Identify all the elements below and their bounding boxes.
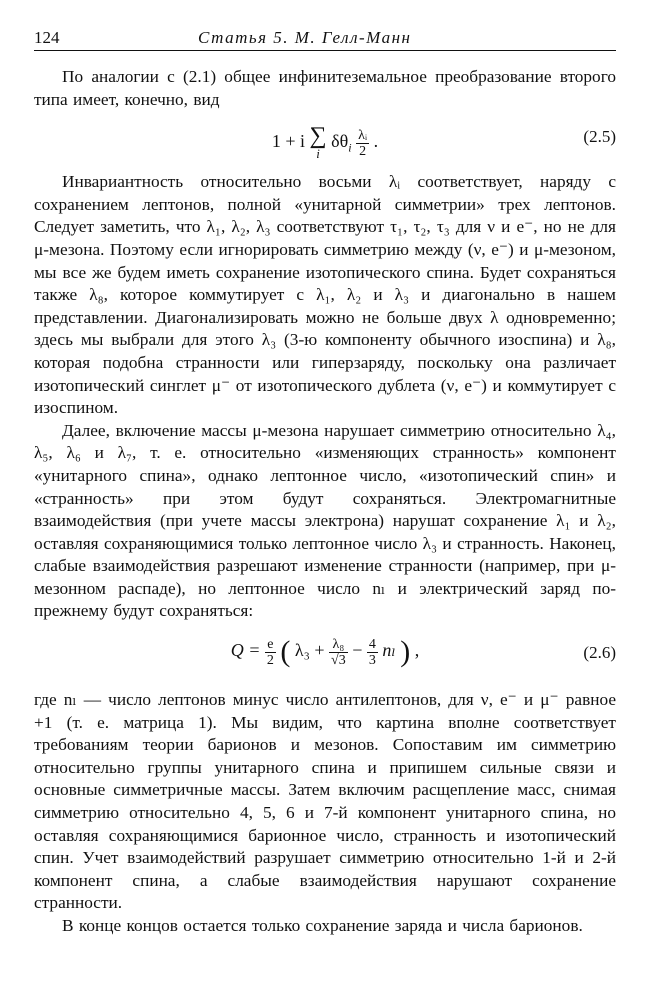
equation-2-6-formula (34, 635, 616, 669)
equation-2-5 (34, 111, 616, 171)
eq2-l8-num: λ₈ (329, 637, 348, 653)
running-title: Статья 5. М. Гелл-Манн (198, 28, 412, 47)
paragraph-invariance: Инвариантность относительно восьми λᵢ соответствует, наряду с сохранением лептонов, полной «унитарной симметрии» трех лептонов. Следует заметить, что λ₁, λ₂, λ₃ соответствуют τ₁, τ₂, τ₃ для ν и e⁻, но не для μ-мезона. Поэтому если игнорировать симметрию между (ν, e⁻) и μ-мезоном, мы все же будем иметь сохранение изотопического спина. Будет сохраняться также λ₈, которое коммутирует с λ₁, λ₂ и λ₃ и диагонально в нашем представлении. Диагонализировать можно не больше двух λ одновременно; здесь мы выбрали для этого λ₃ (3-ю компоненту обычного изоспина) и λ₈, которая подобна странности или гиперзаряду, поскольку она различает изотопический синглет μ⁻ от изотопического дублета (ν, e⁻) и коммутирует с изоспином. (34, 172, 616, 418)
eq2-e-num: e (265, 637, 276, 653)
page-header (34, 26, 616, 51)
equation-2-5-formula (34, 125, 616, 161)
equation-number-2-6: (2.6) (583, 643, 616, 663)
page-body (34, 66, 616, 938)
eq2-four-thirds (367, 637, 378, 668)
equation-number-2-5: (2.5) (583, 127, 616, 147)
eq2-l8-fraction (329, 637, 348, 668)
eq2-e-den: 2 (266, 652, 274, 668)
eq2-minus: − (352, 640, 363, 661)
equation-2-6 (34, 623, 616, 689)
eq1-sub: i (348, 140, 352, 155)
eq2-close-paren: ) (400, 635, 411, 669)
eq2-f-den: 3 (368, 652, 376, 668)
eq1-tail: . (373, 131, 379, 152)
paragraph-mass-inclusion: Далее, включение массы μ-мезона нарушает симметрию относительно λ₄, λ₅, λ₆ и λ₇, т. е. относительно «изменяющих странность» компонент «унитарного спина», однако лептонное число, «изотопический спин» и «странность» при этом будут сохраняться. Электромагнитные взаимодействия (при учете массы электрона) нарушат сохранение λ₁ и λ₂, оставляя сохраняющимися только лептонное число λ₃ и странность. Наконец, слабые взаимодействия разрешают изменение странности (например, при μ-мезонном распаде), но лептонное число nₗ и электрический заряд по-прежнему будут сохраняться: (34, 420, 616, 621)
eq2-lhs: Q = (230, 640, 261, 661)
eq1-frac-den: 2 (359, 143, 367, 159)
eq1-fraction (356, 128, 369, 159)
sum-sigma: ∑ (309, 123, 327, 150)
eq1-term: δθ (331, 131, 349, 152)
paragraph-intro: По аналогии с (2.1) общее инфинитеземальное преобразование второго типа имеет, конечно, вид (34, 67, 616, 109)
paragraph-lepton-number: где nₗ — число лептонов минус число антилептонов, для ν, e⁻ и μ⁻ равное +1 (т. е. матрица 1). Мы видим, что картина вполне соответствует требованиям теории барионов и мезонов. Сопоставим им симметрию относительно группы унитарного спина и припишем сильные связи и основные симметричные массы. Затем включим расщепление масс, снимая симметрию относительно 4, 5, 6 и 7-й компонент унитарного спина, но оставляя сохраняющимися барионное число, странность и изотопический спин. Учет взаимодействий разрушает симметрию относительно 1-й и 2-й компонент спина, а слабые взаимодействия нарушают сохранение странности. (34, 690, 616, 913)
eq2-l3: λ₃ + (294, 640, 325, 661)
eq2-e-fraction (265, 637, 276, 668)
eq2-comma: , (414, 640, 420, 661)
eq2-nl: nₗ (382, 640, 396, 661)
sum-symbol (310, 125, 327, 161)
page-number: 124 (34, 28, 60, 47)
eq1-frac-num: λᵢ (358, 127, 368, 143)
eq2-open-paren: ( (280, 635, 291, 669)
paragraph-conclusion: В конце концов остается только сохранение заряда и числа барионов. (62, 916, 583, 935)
eq2-f-num: 4 (368, 636, 376, 652)
eq1-lead: 1 + i (271, 131, 305, 152)
sum-index: i (316, 146, 320, 162)
eq2-l8-den: √3 (331, 652, 346, 668)
